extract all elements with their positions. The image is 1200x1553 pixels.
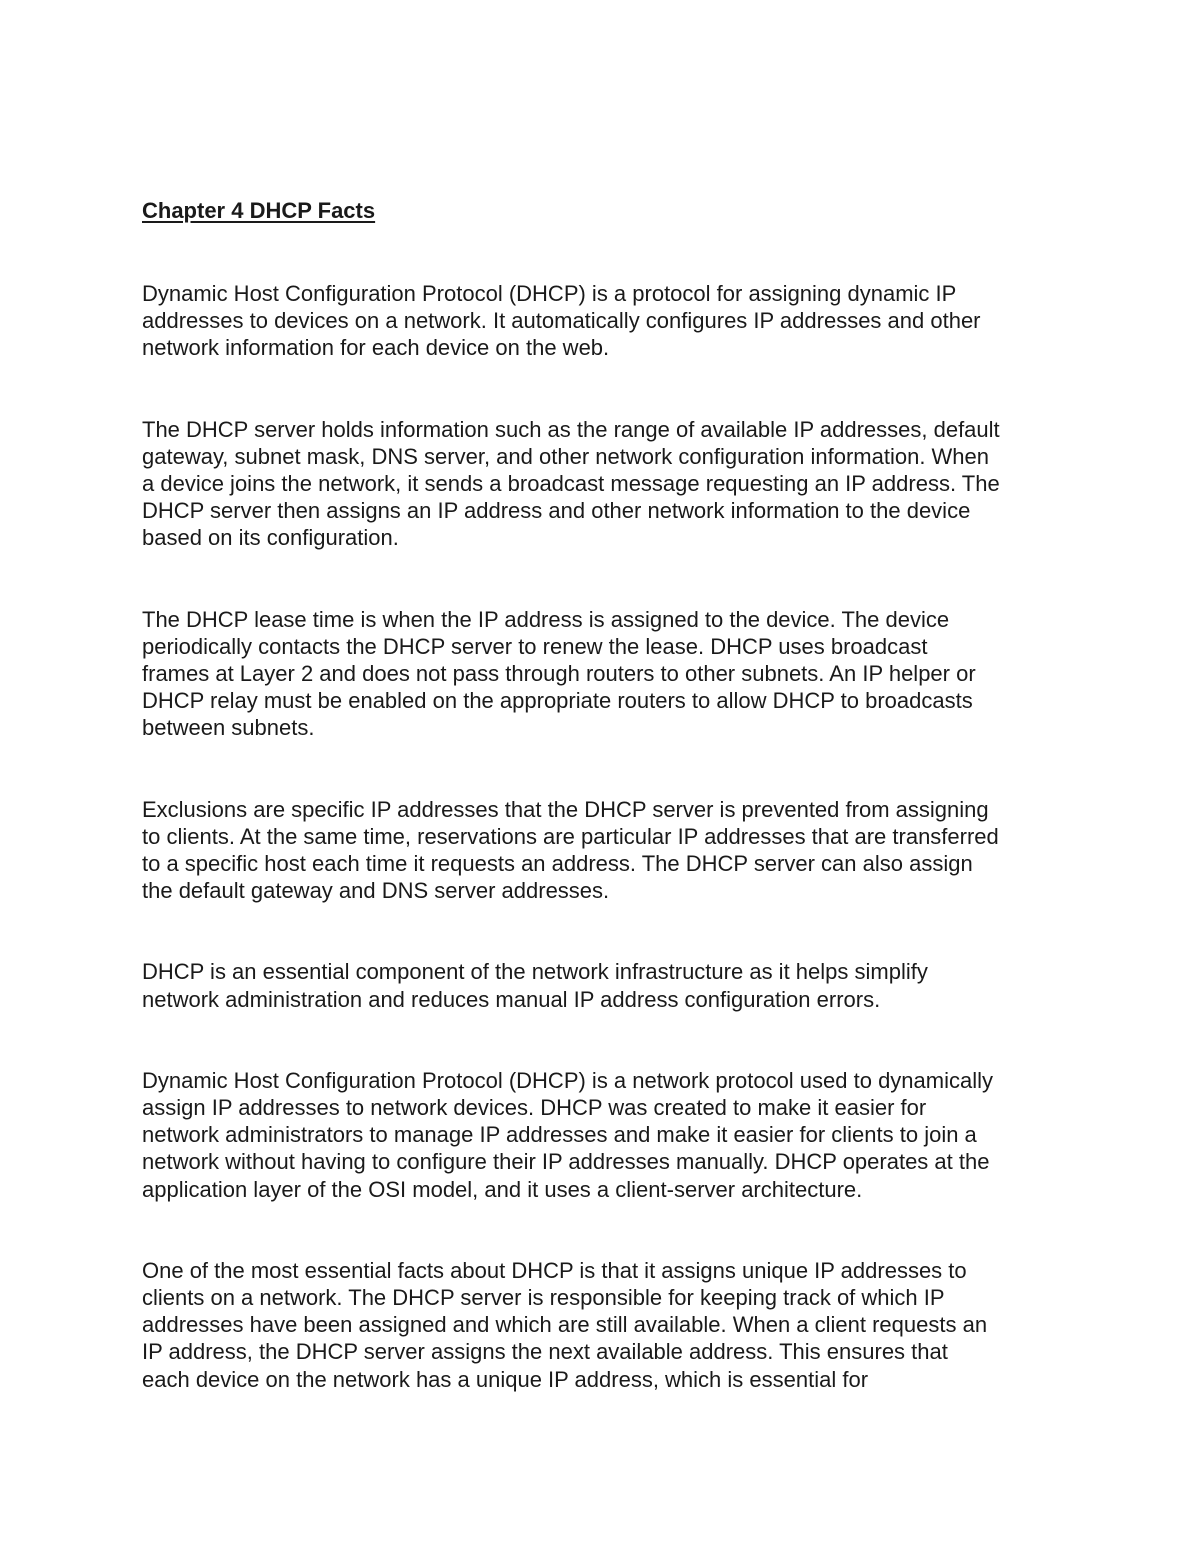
- paragraph-dhcp-definition: Dynamic Host Configuration Protocol (DHCP) is a protocol for assigning dynamic IP addresses to devices on a network. It automatically configures IP addresses and other network information for each device on the web.: [142, 281, 981, 361]
- paragraph-protocol-overview: Dynamic Host Configuration Protocol (DHCP) is a network protocol used to dynamically assign IP addresses to network devices. DHCP was created to make it easier for network administrators to manage IP addresses and make it easier for clients to join a network without having to configure their IP addresses manually. DHCP operates at the application layer of the OSI model, and it uses a client-server architecture.: [142, 1067, 994, 1202]
- document-body: [142, 196, 1072, 1447]
- paragraph-unique-addresses: One of the most essential facts about DHCP is that it assigns unique IP addresses to clients on a network. The DHCP server is responsible for keeping track of which IP addresses have been assigned and which are still available. When a client requests an IP address, the DHCP server assigns the next available address. This ensures that each device on the network has a unique IP address, which is essential for: [142, 1257, 988, 1392]
- paragraph-dhcp-server: The DHCP server holds information such as the range of available IP addresses, default gateway, subnet mask, DNS server, and other network configuration information. When a device joins the network, it sends a broadcast message requesting an IP address. The DHCP server then assigns an IP address and other network information to the device based on its configuration.: [142, 416, 1000, 551]
- document-title: Chapter 4 DHCP Facts: [142, 198, 376, 223]
- paragraph-exclusions: Exclusions are specific IP addresses that the DHCP server is prevented from assigning to clients. At the same time, reservations are particular IP addresses that are transferred to a specific host each time it requests an address. The DHCP server can also assign the default gateway and DNS server addresses.: [142, 796, 999, 904]
- paragraph-infrastructure: DHCP is an essential component of the network infrastructure as it helps simplify network administration and reduces manual IP address configuration errors.: [142, 959, 928, 1012]
- paragraph-lease-time: The DHCP lease time is when the IP address is assigned to the device. The device periodically contacts the DHCP server to renew the lease. DHCP uses broadcast frames at Layer 2 and does not pass through routers to other subnets. An IP helper or DHCP relay must be enabled on the appropriate routers to allow DHCP to broadcasts between subnets.: [142, 606, 976, 741]
